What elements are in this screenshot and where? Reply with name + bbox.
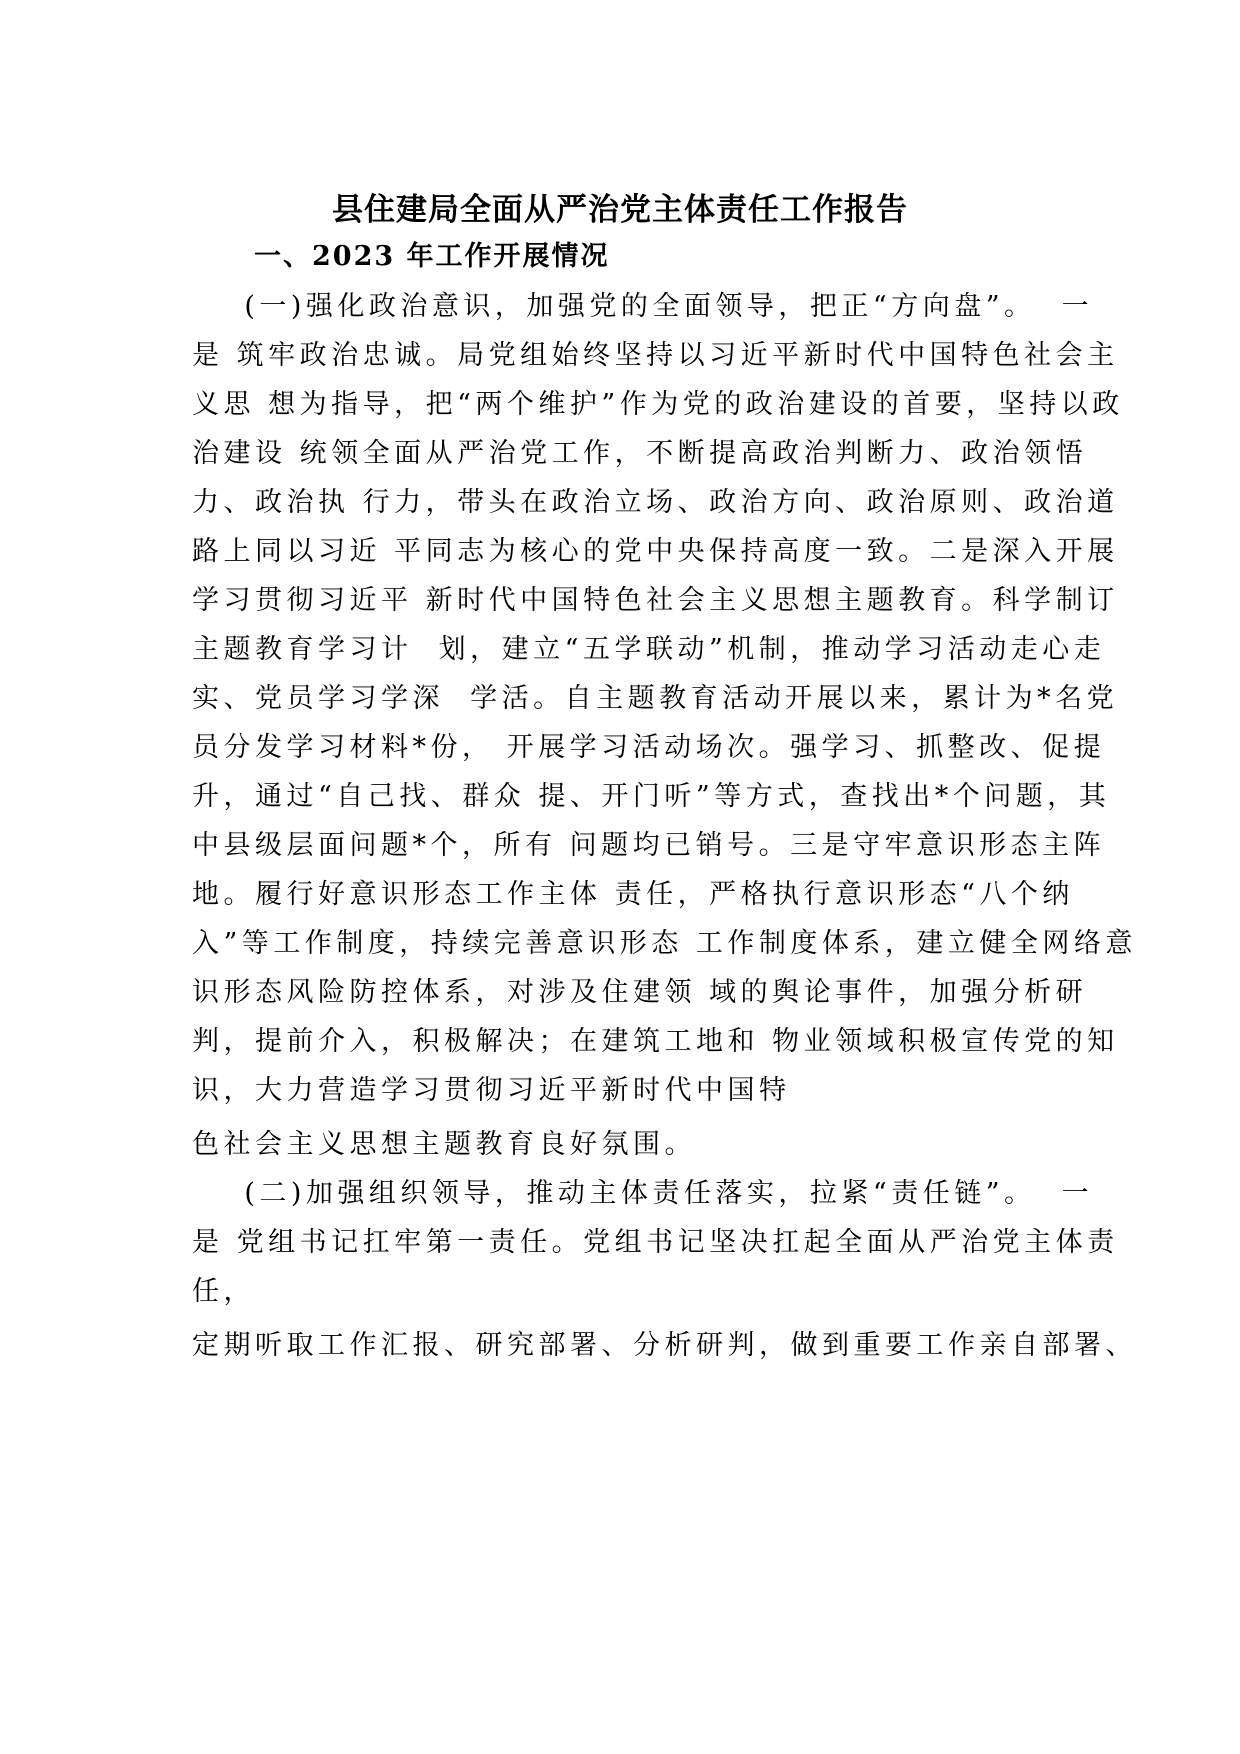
document-title: 县住建局全面从严治党主体责任工作报告 <box>332 192 908 228</box>
body-line: 地。履行好意识形态工作主体 责任，严格执行意识形态“八个纳 <box>192 879 1074 910</box>
body-line: 员分发学习材料*份， 开展学习活动场次。强学习、抓整改、促提 <box>192 732 1106 763</box>
body-line: 识形态风险防控体系，对涉及住建领 域的舆论事件，加强分析研 <box>192 977 1088 1008</box>
body-line: 识，大力营造学习贯彻习近平新时代中国特 <box>192 1075 791 1106</box>
body-line: 学习贯彻习近平 新时代中国特色社会主义思想主题教育。科学制订 <box>192 585 1119 616</box>
body-line: (二)加强组织领导，推动主体责任落实，拉紧“责任链”。 一 <box>192 1178 1094 1209</box>
body-line: 治建设 统领全面从严治党工作，不断提高政治判断力、政治领悟 <box>192 438 1088 469</box>
body-line: 入”等工作制度，持续完善意识形态 工作制度体系，建立健全网络意 <box>192 928 1137 959</box>
body-line: 义思 想为指导，把“两个维护”作为党的政治建设的首要，坚持以政 <box>192 389 1124 420</box>
body-line: (一)强化政治意识，加强党的全面领导，把正“方向盘”。 一 <box>192 291 1094 322</box>
body-line: 定期听取工作汇报、研究部署、分析研判，做到重要工作亲自部署、 <box>192 1330 1137 1361</box>
body-line: 主题教育学习计 划，建立“五学联动”机制，推动学习活动走心走 <box>192 634 1106 665</box>
body-line: 力、政治执 行力，带头在政治立场、政治方向、政治原则、政治道 <box>192 487 1119 518</box>
body-line: 路上同以习近 平同志为核心的党中央保持高度一致。二是深入开展 <box>192 536 1119 567</box>
body-line: 色社会主义思想主题教育良好氛围。 <box>192 1129 696 1160</box>
body-line: 是 筑牢政治忠诚。局党组始终坚持以习近平新时代中国特色社会主 <box>192 340 1119 371</box>
body-line: 判，提前介入，积极解决；在建筑工地和 物业领域积极宣传党的知 <box>192 1026 1119 1057</box>
body-line: 中县级层面问题*个，所有 问题均已销号。三是守牢意识形态主阵 <box>192 830 1106 861</box>
body-line: 实、党员学习学深 学活。自主题教育活动开展以来，累计为*名党 <box>192 683 1119 714</box>
section-heading: 一、2023 年工作开展情况 <box>254 241 610 272</box>
body-line: 升，通过“自己找、群众 提、开门听”等方式，查找出*个问题，其 <box>192 781 1111 812</box>
body-line: 是 党组书记扛牢第一责任。党组书记坚决扛起全面从严治党主体责 <box>192 1227 1119 1258</box>
body-line: 任， <box>192 1276 255 1307</box>
